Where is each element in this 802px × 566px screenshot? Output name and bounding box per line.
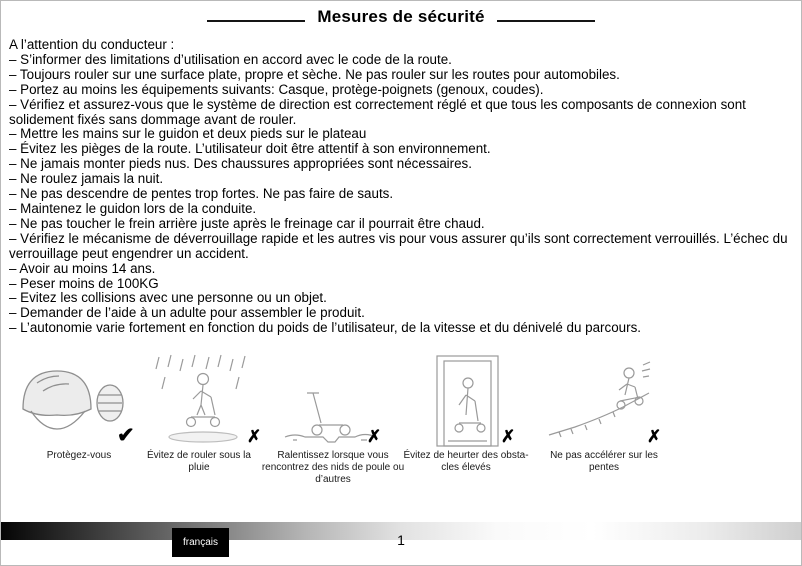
instruction-line: – L’autonomie varie fortement en fonction du poids de l’utilisateur, de la vitesse et du dénivelé du parcours. [9,320,641,336]
intro-line: A l’attention du conducteur : [9,37,175,52]
cross-mark: ✗ [367,427,382,446]
figure-caption: Évitez de heurter des obsta-cles élevés [403,450,529,473]
page-title: Mesures de sécurité [317,7,485,26]
check-mark: ✔ [117,424,135,447]
figure-obstacles [425,353,510,448]
instruction-line: – Vérifiez et assurez-vous que le système de direction est correctement réglé et que tous les composants de connexion sont solidement fixés sans dommage avant de rouler. [9,96,746,127]
doorway-obstacle-icon [425,353,510,448]
instruction-line: – Peser moins de 100KG [9,275,159,291]
instruction-line: – Evitez les collisions avec une personne ou un objet. [9,290,327,306]
instruction-line: – Ne roulez jamais la nuit. [9,171,164,187]
figure-potholes [283,387,378,443]
instruction-line: – Demander de l’aide à un adulte pour assembler le produit. [9,305,365,321]
instruction-line: – Ne pas toucher le frein arrière juste après le freinage car il pourrait être chaud. [9,215,485,231]
cross-mark: ✗ [247,427,262,446]
figure-slopes [545,359,655,441]
downhill-slope-icon [545,359,655,441]
figure-caption: Ne pas accélérer sur les pentes [550,450,658,473]
page-header [1,7,801,27]
figure-caption: Évitez de rouler sous la pluie [147,450,251,473]
riding-in-rain-icon [151,353,256,445]
title-rule-right [497,20,595,22]
instruction-line: – Vérifiez le mécanisme de déverrouillage rapide et les autres vis pour vous assurer qu’ils sont correctement verrouillés. L’échec du verrouillage peut engendrer un accident. [9,230,788,261]
instruction-line: – Portez au moins les équipements suivants: Casque, protège-poignets (genoux, coudes). [9,81,544,97]
title-rule-left [207,20,305,22]
figure-caption: Protègez-vous [46,450,112,461]
instruction-line: – Mettre les mains sur le guidon et deux pieds sur le plateau [9,126,367,142]
cross-mark: ✗ [647,427,662,446]
instruction-line: – Ne pas descendre de pentes trop fortes. Ne pas faire de sauts. [9,186,394,202]
pothole-road-icon [283,387,378,443]
cross-mark: ✗ [501,427,516,446]
instruction-line: – Avoir au moins 14 ans. [9,260,156,276]
figure-protect-yourself [13,359,128,439]
language-tab: français [172,528,229,557]
figure-caption: Ralentissez lorsque vous rencontrez des nids de poule ou d’autres [261,450,405,485]
figure-avoid-rain [151,353,256,445]
instruction-line: – S’informer des limitations d’utilisation en accord avec le code de la route. [9,51,452,67]
figures-row [1,353,802,503]
page-number: 1 [397,532,405,548]
instruction-line: – Évitez les pièges de la route. L’utilisateur doit être attentif à son environnement. [9,141,491,157]
instruction-line: – Toujours rouler sur une surface plate, propre et sèche. Ne pas rouler sur les routes pour automobiles. [9,66,620,82]
safety-instructions [9,38,797,336]
instruction-line: – Maintenez le guidon lors de la conduite. [9,200,257,216]
helmet-and-pads-icon [13,359,128,439]
instruction-line: – Ne jamais monter pieds nus. Des chaussures appropriées sont nécessaires. [9,156,472,172]
